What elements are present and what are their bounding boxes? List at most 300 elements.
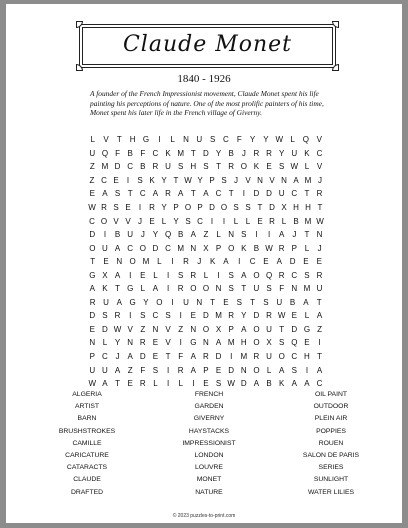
grid-letter: F [140,365,146,375]
grid-letter: A [303,297,309,307]
grid-letter: A [190,352,196,362]
grid-letter: J [138,216,142,226]
grid-letter: N [215,284,222,294]
grid-letter: D [269,203,275,212]
grid-letter: M [303,284,311,294]
grid-letter: R [190,270,197,280]
grid-letter: L [153,270,158,280]
grid-letter: A [223,257,229,267]
grid-letter: W [88,379,97,389]
grid-letter: Y [215,148,222,158]
grid-letter: O [220,203,228,212]
word-item: GARDEN [194,403,224,411]
grid-letter: R [253,148,260,158]
grid-row [86,309,326,323]
grid-letter: S [228,284,234,294]
grid-letter: I [166,270,170,280]
word-item: POPPIES [316,427,346,435]
grid-letter: G [142,135,150,145]
word-item: GIVERNY [193,415,225,423]
grid-row [86,268,326,282]
grid-letter: R [183,257,189,267]
grid-letter: I [166,379,170,389]
grid-letter: J [140,230,145,240]
grid-letter: L [102,338,108,348]
word-column [148,389,270,499]
grid-letter: R [316,189,323,199]
grid-letter: S [233,203,239,212]
grid-letter: D [89,311,96,321]
grid-letter: S [209,135,216,145]
grid-letter: T [190,189,196,199]
grid-letter: U [266,324,272,334]
grid-letter: L [304,243,310,253]
grid-letter: Y [152,230,159,240]
word-list [26,389,392,499]
grid-letter: R [139,379,146,389]
grid-letter: L [216,230,221,240]
grid-letter: M [304,175,312,185]
grid-letter: T [228,189,234,199]
grid-letter: L [203,270,209,280]
description: A founder of the French Impressionist movement, Claude Monet spent his life painting his perceptions of nature. One of the most prolific painters of his time, Monet spent his later life in the French village of Giverny. [90,89,324,117]
grid-letter: E [125,203,131,212]
grid-letter: S [152,365,159,375]
grid-letter: Y [279,148,285,158]
word-item: IMPRESSIONIST [182,439,236,447]
grid-letter: P [173,203,179,212]
grid-letter: E [304,338,310,348]
grid-letter: O [184,203,192,212]
grid-letter: S [137,175,143,185]
grid-letter: S [291,365,297,375]
grid-letter: Z [89,175,95,185]
grid-row [86,296,326,310]
grid-letter: V [316,135,322,145]
grid-letter: S [140,311,146,321]
grid-letter: I [238,257,241,267]
grid-letter: M [215,311,222,321]
grid-letter: A [152,189,159,199]
grid-letter: F [178,352,184,362]
grid-letter: S [266,284,272,294]
grid-letter: O [240,162,247,172]
grid-letter: F [140,148,146,158]
grid-letter: R [177,365,184,375]
grid-letter: R [101,203,107,212]
grid-letter: T [216,162,221,172]
grid-letter: W [227,379,235,389]
grid-letter: A [178,189,184,199]
grid-letter: W [290,162,299,172]
grid-letter: I [171,297,174,307]
word-item: LOUVRE [195,464,223,472]
grid-letter: N [196,297,203,307]
grid-letter: S [178,162,184,172]
grid-letter: U [89,148,96,158]
grid-letter: H [190,162,197,172]
grid-letter: T [127,189,133,199]
grid-letter: D [89,230,96,240]
grid-letter: S [304,270,310,280]
grid-letter: R [114,311,121,321]
grid-letter: P [197,203,203,212]
grid-letter: A [304,379,310,389]
grid-letter: S [203,162,209,172]
word-item: WATER LILIES [307,488,355,496]
grid-letter: I [138,203,142,212]
grid-letter: V [165,324,171,334]
grid-letter: N [228,230,235,240]
grid-letter: I [179,338,182,348]
grid-letter: E [89,324,95,334]
grid-letter: A [116,297,122,307]
grid-row [86,241,326,255]
grid-letter: E [223,297,229,307]
grid-letter: M [177,243,185,253]
grid-letter: I [166,365,170,375]
grid-letter: E [263,257,269,267]
grid-letter: H [129,135,136,145]
grid-letter: X [215,324,222,334]
grid-letter: K [102,284,108,294]
grid-letter: R [149,203,155,212]
grid-letter: U [183,297,189,307]
grid-letter: Y [249,135,256,145]
grid-letter: O [156,297,163,307]
grid-row [86,255,326,269]
grid-letter: J [317,243,322,253]
grid-letter: E [291,311,297,321]
grid-letter: D [215,352,222,362]
grid-letter: M [304,216,312,226]
grid-letter: V [103,135,109,145]
grid-letter: C [291,352,298,362]
word-item: CAMILLE [72,439,102,447]
grid-letter: O [253,338,260,348]
word-item: CARICATURE [65,451,109,459]
grid-letter: H [240,338,247,348]
grid-letter: A [279,365,285,375]
grid-letter: I [126,175,130,185]
grid-letter: D [152,243,159,253]
grid-letter: K [304,148,310,158]
grid-letter: T [317,203,323,212]
grid-letter: E [152,352,159,362]
grid-letter: V [113,216,119,226]
grid-letter: T [173,175,179,185]
grid-letter: R [316,270,323,280]
grid-letter: E [89,189,95,199]
grid-letter: N [291,284,298,294]
grid-letter: R [152,162,159,172]
grid-letter: J [241,148,246,158]
grid-letter: D [240,379,247,389]
grid-letter: Z [140,324,146,334]
grid-letter: U [127,230,134,240]
grid-letter: A [152,284,159,294]
grid-letter: A [114,365,121,375]
grid-letter: C [152,311,159,321]
grid-letter: H [304,352,310,362]
grid-letter: E [266,162,272,172]
grid-letter: T [250,297,256,307]
grid-letter: K [165,148,171,158]
grid-row [86,323,326,337]
grid-letter: C [89,216,95,226]
page-title: Claude Monet [122,32,293,57]
grid-letter: N [89,338,96,348]
grid-letter: O [202,324,210,334]
grid-letter: R [89,297,96,307]
grid-letter: P [203,365,209,375]
grid-row [86,363,326,377]
grid-letter: T [317,352,322,362]
grid-letter: N [203,338,209,348]
grid-letter: I [129,270,132,280]
grid-letter: U [253,284,260,294]
grid-letter: I [166,284,170,294]
grid-letter: S [241,230,247,240]
grid-letter: E [203,379,209,389]
grid-letter: I [129,311,132,321]
grid-row [86,160,326,174]
grid-letter: O [253,324,260,334]
grid-letter: I [192,379,195,389]
grid-letter: N [127,338,134,348]
word-item: NATURE [195,488,223,496]
grid-letter: Q [291,338,298,348]
word-item: BRUSHSTROKES [58,427,116,435]
grid-letter: Z [317,324,322,334]
grid-letter: X [266,338,272,348]
word-item: CLAUDE [73,476,101,484]
grid-row [86,214,326,228]
grid-letter: I [230,352,233,362]
grid-letter: R [165,189,171,199]
grid-letter: E [103,257,109,267]
grid-letter: J [318,175,322,185]
grid-letter: U [103,297,109,307]
grid-letter: O [190,284,197,294]
grid-letter: M [142,257,150,267]
grid-row [86,201,326,215]
grid-letter: R [269,216,275,226]
title-frame [79,24,336,68]
grid-letter: H [293,203,299,212]
grid-letter: L [281,216,287,226]
grid-letter: L [233,216,239,226]
grid-letter: D [253,311,260,321]
grid-letter: M [240,352,248,362]
grid-letter: V [127,324,133,334]
grid-letter: A [241,270,247,280]
grid-letter: D [291,324,298,334]
grid-letter: G [303,324,311,334]
grid-letter: N [116,257,123,267]
letter-grid [86,133,326,390]
grid-letter: U [102,365,108,375]
grid-letter: K [279,379,285,389]
grid-letter: L [157,257,162,267]
grid-row [86,133,326,147]
grid-letter: H [305,203,311,212]
grid-letter: Z [178,324,184,334]
grid-letter: R [266,148,272,158]
grid-letter: L [178,379,183,389]
grid-letter: N [281,175,287,185]
grid-letter: Y [161,175,167,185]
grid-letter: A [190,230,196,240]
grid-letter: L [290,135,295,145]
grid-letter: C [197,216,203,226]
grid-letter: R [278,243,285,253]
grid-letter: C [165,243,171,253]
grid-letter: C [127,162,134,172]
grid-letter: E [113,175,119,185]
grid-letter: B [266,379,272,389]
grid-letter: Y [114,338,121,348]
grid-letter: M [177,148,185,158]
grid-letter: K [241,243,247,253]
grid-letter: X [281,203,287,212]
grid-letter: L [266,365,272,375]
grid-letter: O [139,243,146,253]
grid-letter: X [203,243,209,253]
grid-letter: S [185,216,191,226]
frame-corner [76,64,83,71]
grid-letter: K [253,162,260,172]
word-item: DRAFTED [70,488,104,496]
grid-letter: N [240,365,247,375]
grid-letter: P [89,352,95,362]
grid-letter: Z [203,230,209,240]
grid-letter: I [255,230,258,240]
grid-letter: D [209,203,215,212]
grid-letter: J [197,257,202,267]
grid-letter: Y [263,135,269,145]
grid-letter: F [279,284,285,294]
grid-letter: W [316,216,324,226]
grid-letter: J [292,230,297,240]
grid-letter: L [170,135,175,145]
grid-letter: A [102,379,108,389]
grid-letter: U [291,148,298,158]
grid-letter: L [304,311,310,321]
grid-letter: Z [89,162,95,172]
grid-letter: C [291,189,298,199]
grid-letter: P [291,243,297,253]
grid-letter: F [115,148,120,158]
grid-letter: N [190,324,197,334]
word-column [270,389,392,499]
grid-letter: I [103,230,107,240]
grid-letter: B [140,162,146,172]
grid-letter: V [125,216,131,226]
grid-letter: S [279,338,285,348]
grid-letter: V [269,175,275,185]
grid-letter: I [267,230,271,240]
grid-letter: D [203,311,209,321]
grid-letter: N [183,135,189,145]
grid-letter: T [90,257,96,267]
grid-letter: P [228,324,234,334]
grid-letter: R [253,352,260,362]
grid-letter: T [304,189,310,199]
grid-letter: P [215,243,222,253]
grid-letter: R [139,338,146,348]
grid-letter: S [236,297,242,307]
grid-letter: D [228,365,235,375]
grid-letter: E [190,311,196,321]
grid-letter: O [100,216,108,226]
grid-letter: E [215,365,222,375]
grid-letter: C [249,257,256,267]
grid-letter: G [127,284,134,294]
word-item: FRENCH [194,391,224,398]
grid-letter: R [278,270,285,280]
grid-letter: U [196,135,203,145]
grid-letter: E [257,216,263,226]
grid-letter: D [203,148,209,158]
grid-letter: C [223,135,229,145]
grid-row [86,174,326,188]
grid-letter: V [316,162,323,172]
grid-letter: S [279,162,285,172]
grid-letter: L [245,216,251,226]
grid-letter: D [253,189,260,199]
grid-letter: B [253,243,260,253]
grid-letter: A [276,257,282,267]
grid-letter: Q [164,230,172,240]
grid-letter: E [127,379,133,389]
grid-letter: T [190,148,196,158]
grid-letter: J [115,352,120,362]
grid-letter: R [228,162,235,172]
grid-letter: D [102,324,108,334]
grid-letter: S [165,311,171,321]
grid-letter: C [139,189,146,199]
grid-letter: Y [161,203,167,212]
grid-letter: A [241,324,247,334]
grid-letter: Q [302,135,310,145]
grid-letter: E [140,270,146,280]
grid-letter: E [149,216,155,226]
grid-letter: J [234,175,238,185]
grid-letter: X [102,270,108,280]
grid-letter: R [266,311,272,321]
grid-letter: S [178,270,184,280]
grid-letter: L [153,379,158,389]
word-item: LONDON [194,451,224,459]
grid-letter: U [276,297,283,307]
word-item: ROUEN [318,439,344,447]
word-item: CATARACTS [66,464,108,472]
grid-letter: O [202,284,210,294]
grid-letter: C [101,175,107,185]
grid-letter: A [114,270,121,280]
grid-letter: A [316,311,323,321]
word-item: SERIES [318,464,344,472]
grid-letter: S [221,175,227,185]
grid-letter: M [227,338,235,348]
grid-letter: W [277,311,286,321]
word-item: OIL PAINT [314,391,348,398]
grid-letter: O [129,257,136,267]
frame-corner [332,21,339,28]
grid-letter: S [245,203,251,212]
word-item: OUTDOOR [313,403,349,411]
